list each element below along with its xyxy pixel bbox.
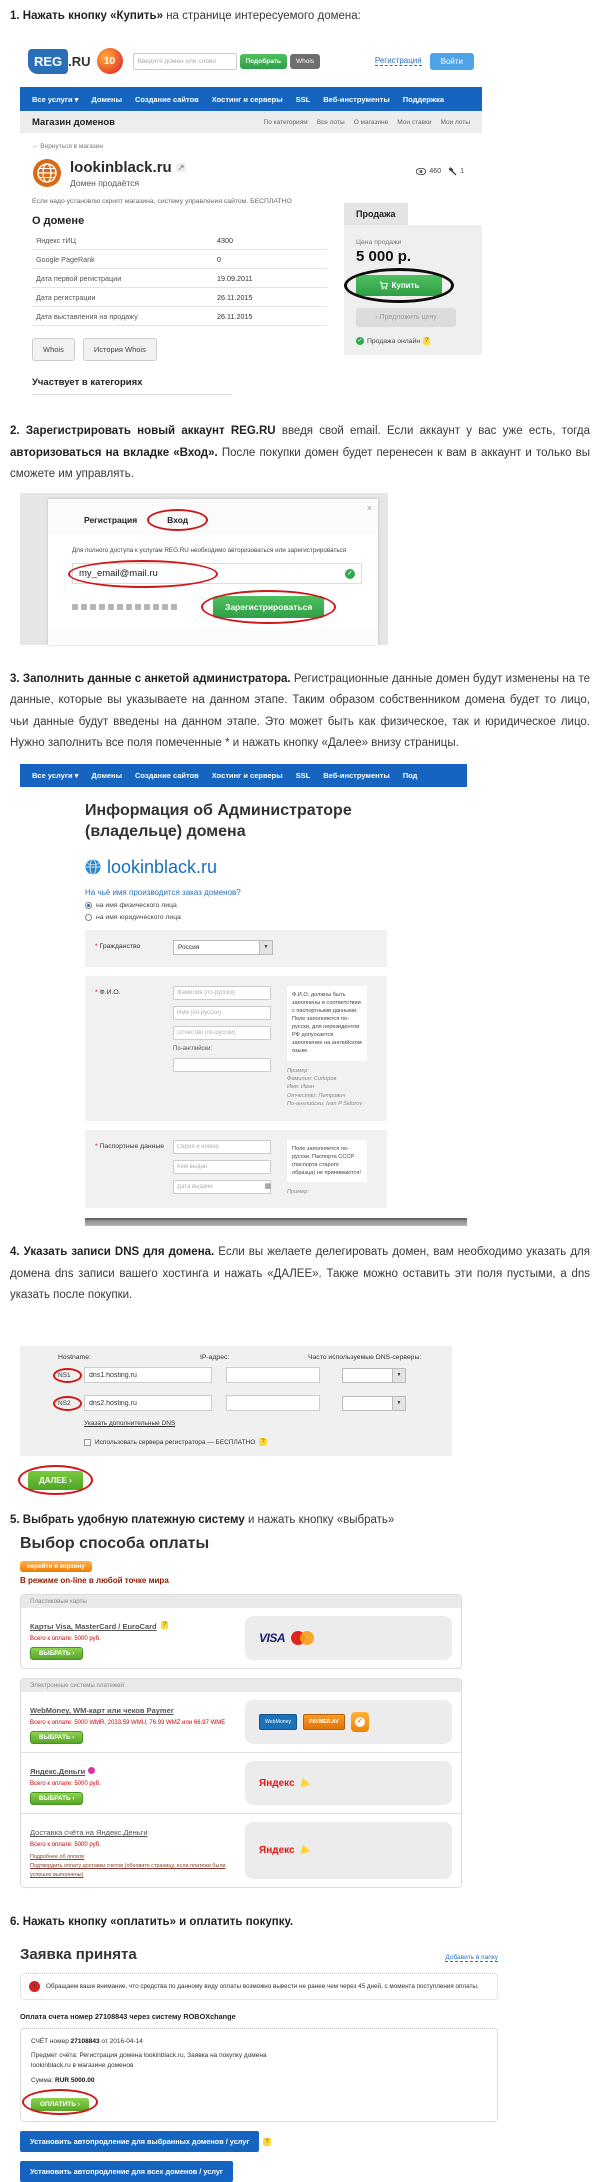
row-label: Google PageRank [36, 255, 95, 265]
radio-individual[interactable] [85, 902, 92, 909]
nav-item-hosting[interactable]: Хостинг и серверы [211, 771, 283, 781]
domain-name-text: lookinblack.ru [70, 158, 172, 176]
lot-stats [416, 167, 464, 176]
step-2-bold2: авторизоваться на вкладке «Вход». [10, 446, 218, 459]
autorenew-all-button[interactable]: Установить автопродление для всех доменов / услуг [20, 2161, 233, 2182]
payment-title: Выбор способа оплаты [20, 1535, 210, 1553]
english-name-field[interactable] [173, 1058, 271, 1072]
views-count: 460 [429, 168, 442, 176]
ns1-preset-select[interactable] [342, 1368, 406, 1383]
social-icon[interactable] [72, 604, 78, 610]
help-icon[interactable]: ? [425, 338, 429, 345]
hostname-column-header: Hostname: [58, 1354, 91, 1362]
blue-globe-icon [85, 859, 101, 875]
domain-status: Домен продаётся [70, 177, 140, 188]
categories-title: Участвует в категориях [32, 377, 232, 395]
sale-price: 5 000 р. [356, 248, 412, 266]
chevron-down-icon: ▼ [392, 1369, 405, 1382]
go-to-cart-button[interactable]: перейти в корзину [20, 1561, 92, 1572]
invoice-delivery-link[interactable]: Доставка счёта на Яндекс.Деньги [30, 1828, 148, 1838]
step-5-rest: и нажать кнопку «выбрать» [244, 1514, 395, 1527]
registrar-dns-label: Использовать сервера регистратора — БЕСПЛАТНО [95, 1438, 256, 1446]
passport-label: Паспортные данные [99, 1142, 165, 1150]
autorenew-selected-button[interactable]: Установить автопродление для выбранных доменов / услуг [20, 2131, 259, 2152]
domain-page-content [20, 133, 482, 401]
regru-logo-ru: .RU [68, 53, 91, 69]
register-button[interactable]: Зарегистрироваться [213, 596, 324, 618]
views-eye-icon [416, 168, 426, 175]
screenshot-cut-strip [85, 1218, 467, 1226]
invoice-box [20, 2028, 498, 2123]
shop-tab-about[interactable]: О магазине [353, 118, 389, 126]
payment-row-yandex-money [21, 1752, 461, 1813]
next-button[interactable]: ДАЛЕЕ › [28, 1471, 83, 1490]
warning-text: Обращаем ваше внимание, что средства по данному виду оплаты возможно вывести не ранее чем через 45 дней, с момента поступления оплаты. [46, 1982, 479, 1990]
yandex-money-icon [88, 1767, 95, 1774]
login-button[interactable]: Войти [430, 53, 474, 70]
payment-group-cards [20, 1594, 462, 1669]
ns1-hostname-input[interactable] [84, 1367, 212, 1383]
shop-tab-categories[interactable]: По категориям [263, 118, 308, 126]
payment-row-webmoney [21, 1692, 461, 1752]
step-4-bold: 4. Указать записи DNS для домена. [10, 1246, 215, 1259]
ns1-text: NS1 [58, 1371, 71, 1379]
payment-group-ewallets [20, 1678, 462, 1888]
choose-button[interactable]: ВЫБРАТЬ › [30, 1647, 83, 1660]
step-2-rest2: После покупки домен будет перенесен к вам в аккаунт и только вы сможете им управлять. [10, 446, 590, 480]
warning-icon: ! [29, 1981, 40, 1992]
english-label: По-английски: [173, 1045, 213, 1052]
invoice-subject: Предмет счёта: Регистрация домена lookinblack.ru, Заявка на покупку домена lookinblack.ru в магазине доменов [31, 2051, 267, 2070]
webmoney-method-link[interactable]: WebMoney, WM-карт или чеков Paymer [30, 1706, 174, 1716]
required-mark: * [95, 988, 98, 996]
social-icon[interactable] [99, 604, 105, 610]
step-2-rest1: введя свой email. Если аккаунт у вас уже есть, тогда [275, 425, 590, 438]
domain-globe-icon [32, 158, 62, 188]
example-line: Отчество: Петрович [287, 1092, 346, 1099]
nav-item-webtools[interactable]: Веб-инструменты [323, 771, 390, 781]
step-1-rest: на странице интересуемого домена: [163, 10, 361, 22]
social-icon[interactable] [144, 604, 150, 610]
offer-price-button[interactable] [356, 308, 456, 327]
total-due: Всего к оплате: 5000 руб. [30, 1842, 101, 1849]
screenshot-dns-form [20, 1312, 452, 1490]
nav-item-all-services[interactable]: Все услуги ▾ [32, 771, 79, 781]
email-valid-check-icon: ✓ [345, 569, 355, 579]
nav-item-domains[interactable]: Домены [91, 771, 122, 781]
order-accepted-title: Заявка принята [20, 1945, 137, 1963]
whois-header-button[interactable]: Whois [290, 54, 320, 69]
step-1-bold: 1. Нажать кнопку «Купить» [10, 10, 164, 22]
additional-dns-link[interactable]: Указать дополнительные DNS [84, 1420, 176, 1428]
table-row [32, 250, 327, 269]
screenshot-admin-form [20, 764, 467, 1226]
form-domain-name: lookinblack.ru [107, 856, 218, 877]
name-field[interactable] [173, 1006, 271, 1020]
surname-field[interactable] [173, 986, 271, 1000]
calendar-icon[interactable]: ▦ [264, 1182, 271, 1190]
patronymic-field[interactable] [173, 1026, 271, 1040]
tutorial-page [0, 6, 600, 2182]
passport-date-field[interactable] [173, 1180, 271, 1194]
seller-promo-text: Если надо установлю скрипт магазина, систему управления сайтом. БЕСПЛАТНО [32, 198, 292, 206]
order-name-question: На чьё имя производится заказ доменов? [85, 887, 241, 897]
ns2-text: NS2 [58, 1399, 71, 1407]
social-icon[interactable] [162, 604, 168, 610]
offer-lt-icon: ‹ [375, 314, 378, 322]
dns-presets-column-header: Часто используемые DNS-серверы: [308, 1354, 422, 1362]
passport-help-text: Поле заполняется по-русски. Паспорта СССР (паспорта старого образца) не принимаются! [287, 1140, 367, 1182]
yandex-arrow-icon [300, 1777, 311, 1789]
buy-button[interactable] [356, 275, 442, 296]
choose-button[interactable]: ВЫБРАТЬ › [30, 1792, 83, 1805]
tab-registration[interactable]: Регистрация [84, 515, 138, 526]
ip-column-header: IP-адрес: [200, 1354, 230, 1362]
example-line: Фамилия: Сидоров [287, 1075, 337, 1082]
row-value: 26.11.2015 [217, 312, 253, 322]
back-to-shop-link[interactable]: ← Вернуться в магазин [32, 143, 103, 151]
ns2-ip-input[interactable] [226, 1395, 320, 1411]
ns1-label [58, 1372, 84, 1379]
ns2-label [58, 1400, 84, 1407]
social-login-icons [72, 604, 177, 610]
nav-item-support[interactable]: Поддержка [402, 94, 445, 104]
step-2-bold1: 2. Зарегистрировать новый аккаунт REG.RU [10, 425, 276, 438]
step-6-bold: 6. Нажать кнопку «оплатить» и оплатить покупку. [10, 1916, 294, 1929]
webmoney-logo: WebMoney [259, 1714, 297, 1730]
yandex-logo: Яндекс [259, 1845, 295, 1857]
registrar-dns-checkbox[interactable] [84, 1439, 91, 1446]
social-icon[interactable] [108, 604, 114, 610]
fio-help-text: Ф.И.О. должны быть заполнены в соответствии с паспортными данными. Поле заполняется по-русски, для нерезидентов РФ допускается заполнение на английском языке. [287, 986, 367, 1061]
dns-panel [20, 1346, 452, 1456]
chevron-down-icon: ▼ [259, 941, 272, 954]
visa-method-link[interactable]: Карты Visa, MasterCard / EuroCard [30, 1622, 157, 1632]
external-link-icon[interactable]: ↗ [177, 163, 185, 173]
row-label: Дата регистрации [36, 293, 96, 303]
bids-gavel-icon [448, 167, 457, 176]
fio-label: Ф.И.О. [99, 988, 121, 996]
table-row [32, 307, 327, 326]
nav-item-site-building[interactable]: Создание сайтов [135, 771, 199, 781]
domain-info-table [32, 231, 327, 326]
row-value: 4300 [217, 236, 233, 246]
auth-description: Для полного доступа к услугам REG.RU необходимо авторизоваться или зарегистрироваться [72, 547, 347, 555]
shop-title: Магазин доменов [32, 116, 116, 128]
fio-panel [85, 976, 387, 1121]
step-4-text [0, 1242, 600, 1306]
social-icon[interactable] [171, 604, 177, 610]
step-1-text [0, 6, 600, 27]
payment-subtitle: В режиме on-line в любой точке мира [20, 1576, 169, 1586]
passport-issued-field[interactable] [173, 1160, 271, 1174]
offer-label: Предложить цену [379, 314, 437, 322]
nav-item-site-building[interactable]: Создание сайтов [135, 94, 199, 104]
help-icon[interactable]: ? [265, 2138, 269, 2145]
main-nav [20, 87, 482, 111]
citizenship-select[interactable] [173, 940, 273, 955]
payment-row-invoice-delivery [21, 1813, 461, 1887]
cart-icon [379, 281, 388, 290]
invoice-date: от 2016-04-14 [99, 2037, 143, 2045]
radio-legal-entity[interactable] [85, 914, 92, 921]
nav-item-support-cut[interactable]: Под [402, 771, 418, 781]
social-icon[interactable] [81, 604, 87, 610]
visa-logo: VISA [259, 1631, 286, 1646]
tab-login[interactable] [155, 509, 200, 531]
tab-login-label: Вход [167, 515, 189, 526]
screenshot-order-accepted [20, 1946, 498, 2182]
help-icon[interactable]: ? [163, 1622, 167, 1629]
radio-individual-label: на имя физического лица [96, 901, 177, 909]
price-label: Цена продажи [356, 239, 402, 247]
radio-legal-entity-label: на имя юридического лица [96, 913, 181, 921]
passport-panel [85, 1130, 387, 1209]
required-mark: * [95, 942, 98, 950]
verified-shield-icon [351, 1712, 369, 1732]
auth-modal [48, 499, 378, 645]
row-value: 0 [217, 255, 221, 265]
domain-name [70, 159, 186, 176]
social-icon[interactable] [126, 604, 132, 610]
required-mark: * [95, 1142, 98, 1150]
whois-history-button[interactable]: История Whois [83, 338, 157, 361]
email-input[interactable] [79, 568, 345, 579]
nav-item-webtools[interactable]: Веб-инструменты [323, 94, 390, 104]
nav-item-ssl[interactable]: SSL [295, 94, 311, 104]
site-header [20, 35, 482, 87]
citizenship-value: Россия [178, 943, 200, 951]
social-icon[interactable] [90, 604, 96, 610]
yandex-money-method-link[interactable]: Яндекс.Деньги [30, 1767, 86, 1777]
ns2-preset-select[interactable] [342, 1396, 406, 1411]
row-label: Дата первой регистрации [36, 274, 122, 284]
payment-row-visa [21, 1608, 461, 1668]
row-label: Дата выставления на продажу [36, 312, 138, 322]
nav-item-all-services[interactable]: Все услуги ▾ [32, 94, 79, 104]
total-due: Всего к оплате: 5000 WMR, 2033.59 WMU, 76.93 WMZ или 66.97 WME [30, 1720, 226, 1727]
social-icon[interactable] [117, 604, 123, 610]
payment-details-link[interactable]: Подробнее об оплате [30, 1854, 85, 1861]
social-icon[interactable] [135, 604, 141, 610]
nav-item-domains[interactable]: Домены [91, 94, 122, 104]
passport-series-field[interactable] [173, 1140, 271, 1154]
step-3-text [0, 669, 600, 754]
total-due: Всего к оплате: 5000 руб. [30, 1781, 101, 1788]
screenshot-payment-methods [20, 1535, 462, 1888]
search-submit-button[interactable]: Подобрать [240, 54, 287, 69]
online-sale-label: Продажа онлайн [367, 337, 421, 345]
shop-tab-my-lots[interactable]: Мои лоты [440, 118, 470, 126]
invoice-number-pre: СЧЁТ номер [31, 2037, 71, 2045]
nav-item-hosting[interactable]: Хостинг и серверы [211, 94, 283, 104]
main-nav [20, 764, 467, 787]
about-domain-title: О домене [32, 215, 85, 228]
ns1-ip-input[interactable] [226, 1367, 320, 1383]
step-5-text [0, 1510, 600, 1531]
help-icon[interactable]: ? [261, 1439, 265, 1446]
buy-button-label: Купить [391, 281, 420, 291]
screenshot-auth-modal [20, 493, 388, 645]
screenshot-domain-page [20, 35, 482, 401]
step-6-text [0, 1912, 600, 1933]
social-icon[interactable] [153, 604, 159, 610]
domain-search-input[interactable] [133, 53, 237, 70]
confirm-invoice-link[interactable]: Подтвердить оплату доставки счетов (обновите страницу, если платежи были успешно выполнены) [30, 1863, 226, 1878]
anniversary-badge-icon: 10 [97, 48, 123, 74]
amount-label: Сумма: [31, 2077, 56, 2085]
whois-button[interactable]: Whois [32, 338, 75, 361]
citizenship-label: Гражданство [99, 942, 141, 950]
ns2-hostname-input[interactable] [84, 1395, 212, 1411]
sale-panel [344, 203, 482, 355]
step-5-bold: 5. Выбрать удобную платежную систему [10, 1514, 245, 1527]
yandex-logo: Яндекс [259, 1777, 295, 1789]
sale-tab[interactable]: Продажа [344, 203, 408, 225]
step-3-bold: 3. Заполнить данные с анкетой администратора. [10, 673, 291, 686]
regru-logo[interactable] [28, 54, 91, 69]
invoice-number: 27108843 [70, 2037, 100, 2045]
example-label: Пример: [287, 1188, 309, 1195]
step-2-text [0, 421, 600, 485]
table-row [32, 231, 327, 250]
paymer-logo: PAYMER.AV [303, 1714, 345, 1730]
table-row [32, 288, 327, 307]
withdrawal-warning [20, 1973, 498, 2000]
online-check-icon: ✓ [357, 338, 363, 345]
regru-logo-box: REG [28, 49, 68, 74]
amount-value: RUR 5000.00 [55, 2077, 95, 2085]
admin-form-title: Информация об Администраторе (владельце) домена [85, 802, 352, 840]
example-line: Имя: Иван [287, 1084, 314, 1091]
row-value: 19.09.2011 [217, 274, 253, 284]
bids-count: 1 [460, 168, 464, 176]
row-value: 26.11.2015 [217, 293, 253, 303]
pay-button[interactable]: ОПЛАТИТЬ › [31, 2098, 89, 2111]
mastercard-logo [291, 1631, 315, 1646]
registration-link[interactable]: Регистрация [374, 56, 422, 66]
step-4-rest: Если вы желаете делегировать домен, вам необходимо указать для домена dns записи вашего хостинга и нажать «ДАЛЕЕ». Также можно оставить эти поля пустыми, а dns указать после покупки. [10, 1246, 590, 1301]
close-icon[interactable]: × [366, 503, 372, 514]
group-header-ewallets: Электронные системы платежей [21, 1679, 461, 1692]
shop-tab-all-lots[interactable]: Все лоты [316, 118, 345, 126]
shield-check: ✓ [355, 1717, 365, 1727]
add-to-folder-link[interactable]: Добавить в папку [445, 1953, 498, 1961]
example-line: По-английски: Ivan P Sidorov [287, 1101, 363, 1108]
invoice-payment-title: Оплата счета номер 27108843 через систему ROBOXchange [20, 2011, 236, 2021]
table-row [32, 269, 327, 288]
chevron-down-icon: ▼ [392, 1397, 405, 1410]
total-due: Всего к оплате: 5000 руб. [30, 1636, 101, 1643]
example-label: Пример: [287, 1067, 309, 1074]
shop-tab-my-bids[interactable]: Мои ставки [397, 118, 432, 126]
nav-item-ssl[interactable]: SSL [295, 771, 311, 781]
group-header-cards: Пластиковые карты [21, 1595, 461, 1608]
yandex-arrow-icon [300, 1845, 311, 1857]
citizenship-panel [85, 930, 387, 967]
row-label: Яндекс тИЦ [36, 236, 76, 246]
step-3-rest: Регистрационные данные домен будут изменены на те данные, которые вы указываете на данном этапе. Таким образом собственником домена будет то лицо, чьи данные будут введены на данном этапе. Это может быть как физическое, так и юридическое лицо. Нужно заполнить все поля помеченные * и нажать кнопку «Далее» внизу страницы. [10, 673, 591, 749]
shop-subbar [20, 111, 482, 133]
choose-button[interactable]: ВЫБРАТЬ › [30, 1731, 83, 1744]
